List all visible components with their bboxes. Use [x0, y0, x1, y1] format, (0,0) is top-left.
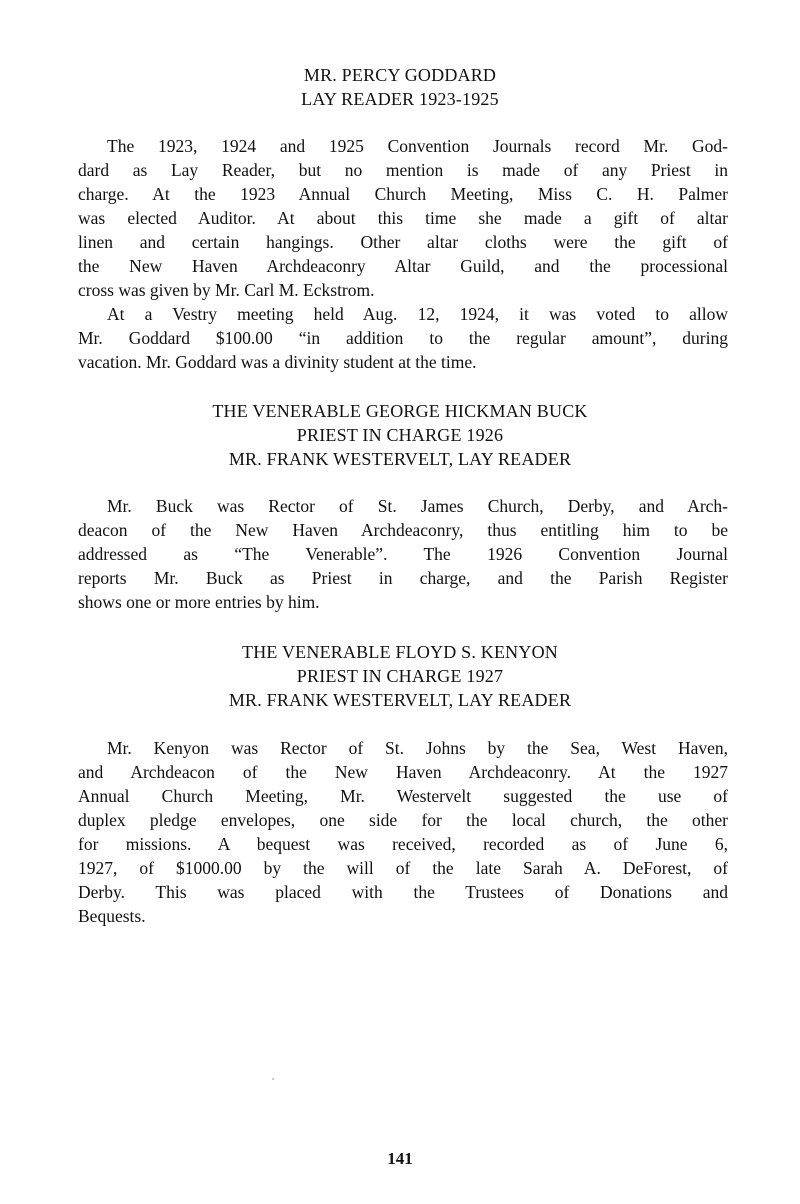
page-number: 141	[387, 1149, 413, 1168]
heading-line: THE VENERABLE GEORGE HICKMAN BUCK	[212, 401, 588, 421]
text-line: Annual Church Meeting, Mr. Westervelt suggested the use of	[78, 786, 728, 806]
text-line: Derby. This was placed with the Trustees of Donations and	[78, 882, 728, 902]
text-line: Bequests.	[78, 906, 146, 926]
heading-line: LAY READER 1923-1925	[301, 89, 499, 109]
text-line: Mr. Buck was Rector of St. James Church, Derby, and Arch-	[107, 496, 728, 516]
text-line: shows one or more entries by him.	[78, 592, 320, 612]
heading-line: PRIEST IN CHARGE 1926	[296, 425, 504, 445]
text-line: addressed as “The Venerable”. The 1926 Convention Journal	[78, 544, 728, 564]
text-line: reports Mr. Buck as Priest in charge, and the Parish Register	[78, 568, 728, 588]
heading-line: MR. FRANK WESTERVELT, LAY READER	[228, 449, 572, 469]
heading-line: THE VENERABLE FLOYD S. KENYON	[242, 642, 558, 662]
paragraph-goddard-2	[78, 302, 728, 374]
text-line: Mr. Goddard $100.00 “in addition to the regular amount”, during	[78, 328, 728, 348]
heading-line: MR. FRANK WESTERVELT, LAY READER	[228, 690, 572, 710]
heading-line: PRIEST IN CHARGE 1927	[296, 666, 504, 686]
text-line: and Archdeacon of the New Haven Archdeaconry. At the 1927	[78, 762, 728, 782]
section-heading-kenyon	[0, 640, 800, 712]
text-line: At a Vestry meeting held Aug. 12, 1924, it was voted to allow	[107, 304, 728, 324]
text-line: the New Haven Archdeaconry Altar Guild, and the processional	[78, 256, 728, 276]
text-line: linen and certain hangings. Other altar cloths were the gift of	[78, 232, 728, 252]
scan-speck	[272, 1078, 274, 1080]
paragraph-buck	[78, 494, 728, 614]
paragraph-goddard-1	[78, 134, 728, 302]
heading-line: MR. PERCY GODDARD	[303, 65, 497, 85]
text-line: Mr. Kenyon was Rector of St. Johns by the Sea, West Haven,	[107, 738, 728, 758]
section-heading-buck	[0, 399, 800, 471]
text-line: was elected Auditor. At about this time she made a gift of altar	[78, 208, 728, 228]
text-line: for missions. A bequest was received, recorded as of June 6,	[78, 834, 728, 854]
text-line: The 1923, 1924 and 1925 Convention Journals record Mr. God-	[107, 136, 728, 156]
paragraph-kenyon	[78, 736, 728, 928]
text-line: duplex pledge envelopes, one side for the local church, the other	[78, 810, 728, 830]
text-line: 1927, of $1000.00 by the will of the late Sarah A. DeForest, of	[78, 858, 728, 878]
text-line: vacation. Mr. Goddard was a divinity student at the time.	[78, 352, 477, 372]
section-heading-goddard	[0, 63, 800, 111]
text-line: cross was given by Mr. Carl M. Eckstrom.	[78, 280, 375, 300]
text-line: dard as Lay Reader, but no mention is made of any Priest in	[78, 160, 728, 180]
text-line: deacon of the New Haven Archdeaconry, thus entitling him to be	[78, 520, 728, 540]
text-line: charge. At the 1923 Annual Church Meeting, Miss C. H. Palmer	[78, 184, 728, 204]
